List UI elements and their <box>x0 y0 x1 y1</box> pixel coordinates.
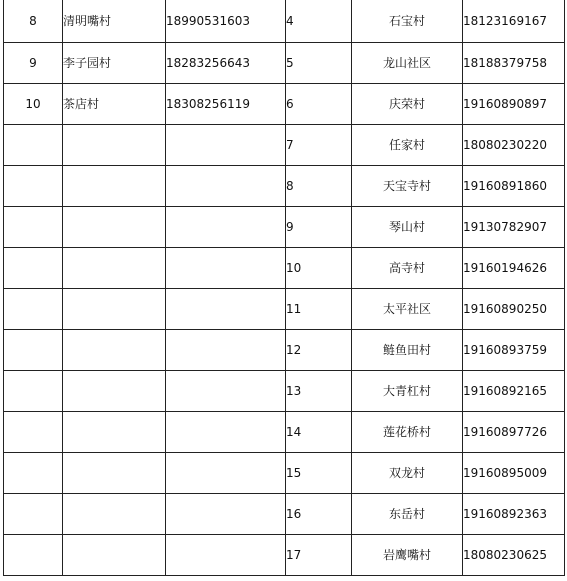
right-village-name-cell: 双龙村 <box>352 453 463 494</box>
left-phone-cell <box>166 453 286 494</box>
left-number-cell <box>4 289 63 330</box>
table-row <box>4 535 565 576</box>
left-village-name-cell: 李子园村 <box>63 43 166 84</box>
table-row <box>4 166 565 207</box>
right-phone-cell: 18188379758 <box>463 43 565 84</box>
left-village-name-cell <box>63 125 166 166</box>
right-village-name-cell: 庆荣村 <box>352 84 463 125</box>
left-phone-cell <box>166 330 286 371</box>
right-village-name-cell: 岩鹰嘴村 <box>352 535 463 576</box>
right-phone-cell: 19160891860 <box>463 166 565 207</box>
right-number-cell: 13 <box>286 371 352 412</box>
left-number-cell <box>4 453 63 494</box>
left-phone-cell <box>166 535 286 576</box>
right-number-cell: 16 <box>286 494 352 535</box>
right-village-name-cell: 石宝村 <box>352 0 463 43</box>
right-phone-cell: 18080230625 <box>463 535 565 576</box>
right-number-cell: 14 <box>286 412 352 453</box>
right-number-cell: 12 <box>286 330 352 371</box>
left-phone-cell: 18283256643 <box>166 43 286 84</box>
table-row <box>4 125 565 166</box>
left-village-name-cell: 清明嘴村 <box>63 0 166 43</box>
table-body <box>4 0 565 576</box>
left-phone-cell <box>166 166 286 207</box>
left-phone-cell: 18990531603 <box>166 0 286 43</box>
table-row <box>4 494 565 535</box>
right-number-cell: 4 <box>286 0 352 43</box>
right-phone-cell: 19160897726 <box>463 412 565 453</box>
right-phone-cell: 19160893759 <box>463 330 565 371</box>
right-village-name-cell: 龙山社区 <box>352 43 463 84</box>
left-phone-cell <box>166 207 286 248</box>
right-phone-cell: 19160892363 <box>463 494 565 535</box>
left-village-name-cell <box>63 371 166 412</box>
table-row <box>4 330 565 371</box>
right-village-name-cell: 莲花桥村 <box>352 412 463 453</box>
right-number-cell: 8 <box>286 166 352 207</box>
right-number-cell: 17 <box>286 535 352 576</box>
left-village-name-cell: 茶店村 <box>63 84 166 125</box>
right-village-name-cell: 太平社区 <box>352 289 463 330</box>
right-village-name-cell: 东岳村 <box>352 494 463 535</box>
right-village-name-cell: 任家村 <box>352 125 463 166</box>
right-number-cell: 9 <box>286 207 352 248</box>
left-village-name-cell <box>63 330 166 371</box>
table-row <box>4 43 565 84</box>
right-village-name-cell: 高寺村 <box>352 248 463 289</box>
left-village-name-cell <box>63 248 166 289</box>
left-number-cell <box>4 330 63 371</box>
right-village-name-cell: 鲢鱼田村 <box>352 330 463 371</box>
table-row <box>4 371 565 412</box>
left-number-cell <box>4 207 63 248</box>
table-row <box>4 0 565 43</box>
left-number-cell <box>4 412 63 453</box>
right-phone-cell: 18123169167 <box>463 0 565 43</box>
right-phone-cell: 19160892165 <box>463 371 565 412</box>
right-phone-cell: 19160194626 <box>463 248 565 289</box>
table-row <box>4 248 565 289</box>
right-phone-cell: 18080230220 <box>463 125 565 166</box>
left-village-name-cell <box>63 535 166 576</box>
left-phone-cell <box>166 248 286 289</box>
table-row <box>4 84 565 125</box>
left-number-cell <box>4 125 63 166</box>
left-phone-cell <box>166 289 286 330</box>
left-number-cell: 9 <box>4 43 63 84</box>
left-phone-cell <box>166 125 286 166</box>
table-row <box>4 453 565 494</box>
left-phone-cell <box>166 494 286 535</box>
right-number-cell: 5 <box>286 43 352 84</box>
right-number-cell: 15 <box>286 453 352 494</box>
right-phone-cell: 19130782907 <box>463 207 565 248</box>
left-village-name-cell <box>63 412 166 453</box>
right-phone-cell: 19160895009 <box>463 453 565 494</box>
left-number-cell: 8 <box>4 0 63 43</box>
left-number-cell <box>4 535 63 576</box>
left-phone-cell: 18308256119 <box>166 84 286 125</box>
right-number-cell: 7 <box>286 125 352 166</box>
village-contact-table <box>3 0 565 576</box>
right-village-name-cell: 大青杠村 <box>352 371 463 412</box>
left-phone-cell <box>166 371 286 412</box>
right-village-name-cell: 琴山村 <box>352 207 463 248</box>
table-row <box>4 207 565 248</box>
left-number-cell <box>4 166 63 207</box>
right-number-cell: 11 <box>286 289 352 330</box>
left-number-cell <box>4 248 63 289</box>
right-phone-cell: 19160890250 <box>463 289 565 330</box>
right-number-cell: 10 <box>286 248 352 289</box>
left-number-cell: 10 <box>4 84 63 125</box>
table-row <box>4 289 565 330</box>
left-village-name-cell <box>63 494 166 535</box>
left-number-cell <box>4 371 63 412</box>
table-row <box>4 412 565 453</box>
left-number-cell <box>4 494 63 535</box>
left-phone-cell <box>166 412 286 453</box>
left-village-name-cell <box>63 207 166 248</box>
left-village-name-cell <box>63 289 166 330</box>
left-village-name-cell <box>63 166 166 207</box>
left-village-name-cell <box>63 453 166 494</box>
right-village-name-cell: 天宝寺村 <box>352 166 463 207</box>
right-number-cell: 6 <box>286 84 352 125</box>
right-phone-cell: 19160890897 <box>463 84 565 125</box>
